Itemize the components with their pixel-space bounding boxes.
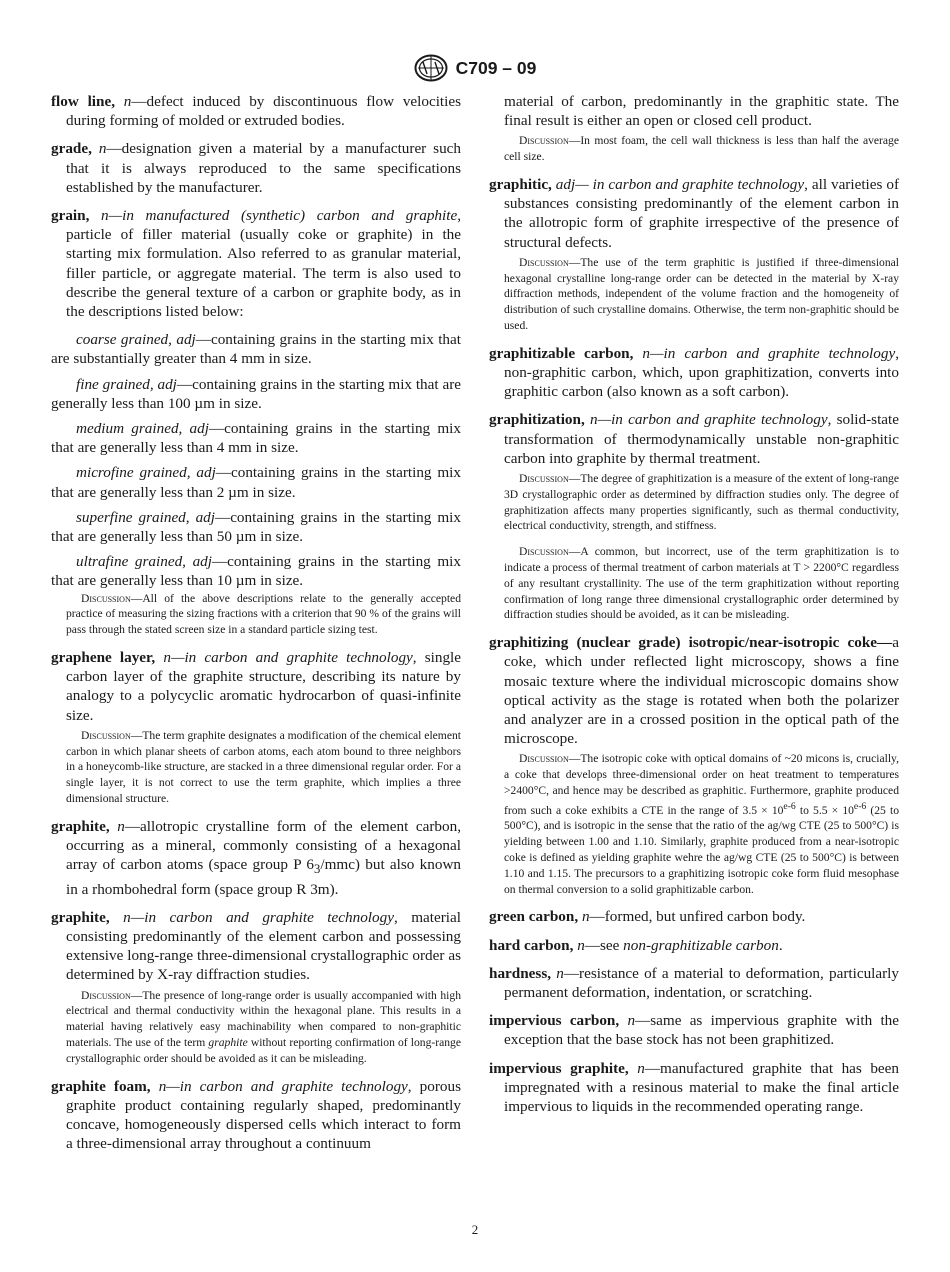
subentry-ultrafine-grained: ultrafine grained, adj—containing grains in the starting mix that are generally less than 10 µm in size. xyxy=(51,553,461,590)
subentry-microfine-grained: microfine grained, adj—containing grains in the starting mix that are generally less than 2 µm in size. xyxy=(51,464,462,501)
entry-graphite-foam: graphite foam, n—in carbon and graphite technology, porous graphite product containing regularly shaped, predominantly concave, homogeneously dispersed cells which interact to form a three-dimensional array throughout a continuum xyxy=(51,1077,461,1153)
entry-graphitizing-coke: graphitizing (nuclear grade) isotropic/near-isotropic coke—a coke, which under reflected light microscopy, shows a fine mosaic texture where the individual microscopic domains show optical activity as the stage is rotated when both the polarizer and analyzer are in a crossed position in the optical path of the microscope. xyxy=(489,634,899,748)
subentry-fine-grained: fine grained, adj—containing grains in the starting mix that are generally less than 100 µm in size. xyxy=(51,375,461,412)
entry-graphite-allotropic: graphite, n—allotropic crystalline form of the element carbon, occurring as a mineral, commonly consisting of a hexagonal array of carbon atoms (space group P $6_3/mmc$) but also known in a rhombohedral form (space group R 3m). xyxy=(51,817,462,898)
entry-graphitization: graphitization, n—in carbon and graphite technology, solid-state transformation of thermodynamically unstable non-graphitic carbon into graphite by thermal treatment. xyxy=(489,411,899,467)
page-header xyxy=(0,54,950,82)
entry-graphitizable-carbon: graphitizable carbon, n—in carbon and graphite technology, non-graphitic carbon, which, upon graphitization, converts into graphitic carbon (also known as a soft carbon). xyxy=(489,344,900,401)
discussion-graphitizing-coke: Discussion—The isotropic coke with optical domains of ~20 micons is, crucially, a coke that develops three-dimensional order on heat treatment to temperatures >2400°C, and hence may be described as graphitic. Furthermore, graphite produced from such a coke exhibits a CTE in the range of $3.5 \times 10^{e-6}$ to $5.5 \times 10^{e-6}$ (25 to 500°C), and is isotropic in the sense that the ratio of the ag/wg CTE (25 to 500°C) is yielding between 1.00 and 1.10. Similarly, graphite produced from a near-isotropic coke is defined as yielding graphite wehre the ag/wg CTE (25 to 500°C) is between 1.10 and 1.15. The precursors to a graphitizing isotropic coke form fluid mesophase on thermal conversion to a solid graphitizable carbon. xyxy=(504,752,899,896)
page-number: 2 xyxy=(471,1222,479,1237)
document-code: C709 – 09 xyxy=(455,57,537,78)
discussion-grain: Discussion—All of the above descriptions relate to the generally accepted practice of measuring the sizing fractions with a criterion that 90 % of the grains will pass through the stated screen size in a standard particle sizing test. xyxy=(66,591,461,637)
subentry-medium-grained: medium grained, adj—containing grains in the starting mix that are generally less than 4 mm in size. xyxy=(51,420,461,457)
astm-logo-icon xyxy=(414,54,448,82)
discussion-graphitization-1: Discussion—The degree of graphitization is a measure of the extent of long-range 3D crystallographic order as determined by diffraction studies only. The degree of graphitization affects many properties significantly, such as thermal conductivity, electrical conductivity, strength, and stiffness. xyxy=(504,472,899,533)
entry-graphitic: graphitic, adj— in carbon and graphite technology, all varieties of substances consisting predominantly of the element carbon in the allotropic form of graphite irrespective of the presence of structural defects. xyxy=(489,176,899,251)
entry-grain: grain, n—in manufactured (synthetic) carbon and graphite, particle of filler material (usually coke or graphite) in the starting mix formulation. Also referred to as granular material, filler particle, or aggregate material. The term is also used to describe the general texture of a carbon or graphite body, as in the descriptions listed below: xyxy=(51,207,462,321)
entry-green-carbon: green carbon, n—formed, but unfired carbon body. xyxy=(489,908,806,926)
discussion-graphite: Discussion—The presence of long-range order is usually accompanied with high electrical and thermal conductivity within the hexagonal plane. This results in a material having relatively easy machinability when compared to non-graphitic materials. The use of the term graphite without reporting confirmation of long-range crystallographic order should be avoided as it can be misleading. xyxy=(66,988,461,1065)
discussion-graphitic: Discussion—The use of the term graphitic is justified if three-dimensional hexagonal crystalline long-range order can be detected in the material by X-ray diffraction methods, independent of the volume fraction and the homogeneity of distribution of such crystalline domains. Otherwise, the term non-graphitic should be used. xyxy=(504,255,899,332)
discussion-graphitization-2: Discussion—A common, but incorrect, use of the term graphitization is to indicate a process of thermal treatment of carbon materials at T > 2200°C regardless of any resultant crystallinity. The use of the term graphitization without reporting confirmation of long range three dimensional crystallographic order determined by diffraction studies should be avoided, as it can be misleading. xyxy=(504,545,899,622)
right-column xyxy=(489,92,899,1125)
entry-graphite-foam-continued: material of carbon, predominantly in the graphitic state. The final result is either an open or closed cell product. xyxy=(504,93,899,130)
entry-hard-carbon: hard carbon, n—see non-graphitizable carbon. xyxy=(489,936,783,954)
entry-impervious-carbon: impervious carbon, n—same as impervious graphite with the exception that the base stock has not been graphitized. xyxy=(489,1012,900,1049)
subentry-superfine-grained: superfine grained, adj—containing grains in the starting mix that are generally less than 50 µm in size. xyxy=(51,508,461,546)
entry-grade: grade, n—designation given a material by a manufacturer such that it is always reproduced to the same specifications established by the manufacturer. xyxy=(51,140,461,196)
subentry-coarse-grained: coarse grained, adj—containing grains in the starting mix that are substantially greater than 4 mm in size. xyxy=(51,331,461,368)
entry-flow-line: flow line, n—defect induced by discontinuous flow velocities during forming of molded or extruded bodies. xyxy=(51,93,462,130)
discussion-graphene-layer: Discussion—The term graphite designates a modification of the chemical element carbon in which planar sheets of carbon atoms, each atom bound to three neighbors in a honeycomb-like structure, are stacked in a three dimensional regular order. For a single layer, it is not correct to use the term graphite, which implies a three dimensional structure. xyxy=(66,728,461,806)
entry-hardness: hardness, n—resistance of a material to deformation, particularly permanent deformation, indentation, or scratching. xyxy=(489,964,899,1002)
discussion-graphite-foam: Discussion—In most foam, the cell wall thickness is less than half the average cell size. xyxy=(504,134,899,164)
left-column xyxy=(51,92,461,1162)
entry-graphene-layer: graphene layer, n—in carbon and graphite technology, single carbon layer of the graphite structure, describing its nature by analogy to a polycyclic aromatic hydrocarbon of quasi-infinite size. xyxy=(51,649,462,724)
entry-impervious-graphite: impervious graphite, n—manufactured graphite that has been impregnated with a resinous material to make the final article impervious to liquids in the recommended operating range. xyxy=(489,1059,900,1116)
entry-graphite-technology: graphite, n—in carbon and graphite technology, material consisting predominantly of the element carbon and possessing extensive long-range three-dimensional crystallographic order as determined by X-ray diffraction studies. xyxy=(51,908,461,984)
